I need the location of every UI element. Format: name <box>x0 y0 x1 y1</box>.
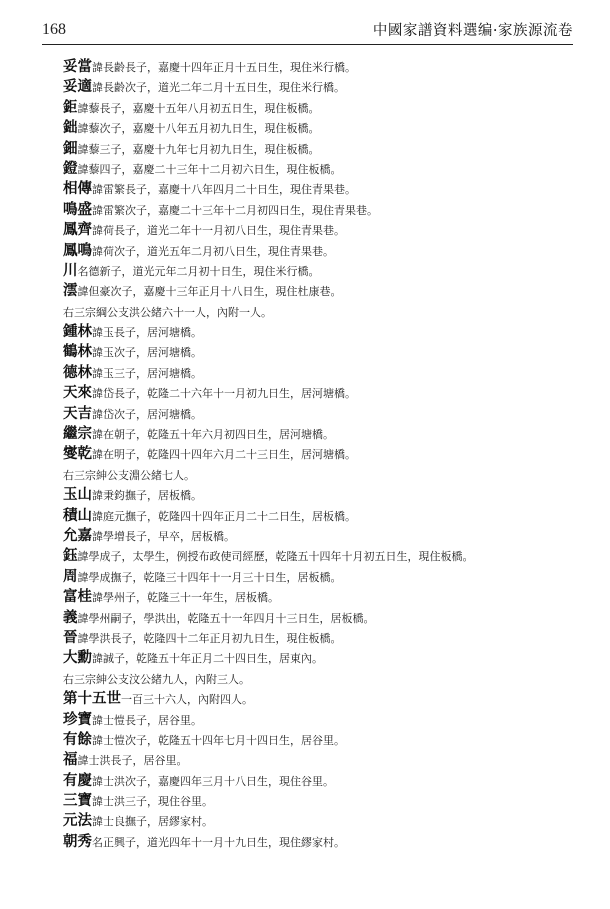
person-description: 諱在朝子，乾隆五十年六月初四日生，居河塘橋。 <box>92 428 334 442</box>
person-description: 名正興子，道光四年十一月十九日生，現住繆家村。 <box>92 835 345 849</box>
genealogy-entry <box>63 729 573 749</box>
person-name: 鉅 <box>63 98 78 116</box>
genealogy-entry <box>63 770 573 790</box>
person-description: 諱學成撫子，乾隆三十四年十一月三十日生，居板橋。 <box>77 570 342 584</box>
person-name: 鳳鳴 <box>63 241 92 259</box>
person-description: 諱士洪長子，居谷里。 <box>77 754 188 768</box>
person-description: 諱秉鈞撫子，居板橋。 <box>92 489 202 503</box>
person-description: 諱士愷次子，乾隆五十四年七月十四日生，居谷里。 <box>92 733 345 747</box>
genealogy-entry <box>63 443 573 463</box>
genealogy-entries <box>63 56 573 851</box>
person-name: 義 <box>63 608 78 626</box>
genealogy-entry <box>63 423 573 443</box>
running-title: 中國家譜資料選编·家族源流卷 <box>372 23 573 39</box>
genealogy-entry <box>63 138 573 158</box>
genealogy-entry <box>63 831 573 851</box>
person-description: 諱士良撫子，居繆家村。 <box>92 815 213 829</box>
person-description: 諱雷繁次子，嘉慶二十三年十二月初四日生，現住青果巷。 <box>92 203 378 217</box>
person-description: 諱學州子，乾隆三十一年生，居板橋。 <box>92 591 279 605</box>
person-description: 諱藜長子，嘉慶十五年八月初五日生，現住板橋。 <box>77 101 320 115</box>
person-name: 繼宗 <box>63 425 92 443</box>
genealogy-entry <box>63 566 573 586</box>
person-description: 諱但豪次子，嘉慶十三年正月十八日生，現住杜康巷。 <box>77 285 342 299</box>
person-name: 燮乾 <box>63 445 92 463</box>
person-description: 諱玉長子，居河塘橋。 <box>92 326 202 340</box>
person-name: 天吉 <box>63 404 92 422</box>
page-header <box>42 12 573 45</box>
person-name: 鳴盛 <box>63 200 92 218</box>
person-description: 諱庭元撫子，乾隆四十四年正月二十二日生，居板橋。 <box>92 509 356 523</box>
genealogy-entry <box>63 321 573 341</box>
genealogy-entry <box>63 199 573 219</box>
genealogy-entry <box>63 260 573 280</box>
person-description: 諱學洪長子，乾隆四十二年正月初九日生，現住板橋。 <box>77 631 342 645</box>
genealogy-entry <box>63 56 573 76</box>
person-description: 諱學州嗣子，學洪出，乾隆五十一年四月十三日生，居板橋。 <box>77 611 375 625</box>
person-name: 福 <box>63 751 78 769</box>
person-description: 諱岱長子，乾隆二十六年十一月初九日生，居河塘橋。 <box>92 387 356 401</box>
person-name: 玉山 <box>63 486 92 504</box>
summary-note <box>63 668 573 688</box>
person-description: 諱士洪次子，嘉慶四年三月十八日生，現住谷里。 <box>92 774 334 788</box>
summary-note-text: 右三宗紳公支淵公緒七人。 <box>63 468 195 482</box>
person-description: 諱學增長子，早卒，居板橋。 <box>92 529 235 543</box>
person-description: 諱玉次子，居河塘橋。 <box>92 346 202 360</box>
genealogy-entry <box>63 382 573 402</box>
person-name: 川 <box>63 261 78 279</box>
person-name: 澐 <box>63 282 78 300</box>
genealogy-entry <box>63 688 573 708</box>
genealogy-entry <box>63 97 573 117</box>
person-description: 諱藜四子，嘉慶二十三年十二月初六日生，現住板橋。 <box>77 162 342 176</box>
person-description: 諱藜次子，嘉慶十八年五月初九日生，現住板橋。 <box>77 122 320 136</box>
person-name: 富桂 <box>63 588 92 606</box>
person-description: 諱藜三子，嘉慶十九年七月初九日生，現住板橋。 <box>77 142 320 156</box>
genealogy-entry <box>63 525 573 545</box>
person-name: 元法 <box>63 812 92 830</box>
person-description: 一百三十六人，內附四人。 <box>121 693 253 707</box>
summary-note-text: 右三宗綱公支洪公緒六十一人，內附一人。 <box>63 305 272 319</box>
genealogy-entry <box>63 505 573 525</box>
genealogy-entry <box>63 484 573 504</box>
genealogy-entry <box>63 810 573 830</box>
person-name: 周 <box>63 567 78 585</box>
person-name: 珍寶 <box>63 710 92 728</box>
genealogy-entry <box>63 76 573 96</box>
genealogy-entry <box>63 240 573 260</box>
genealogy-entry <box>63 709 573 729</box>
genealogy-entry <box>63 586 573 606</box>
person-description: 諱在明子，乾隆四十四年六月二十三日生，居河塘橋。 <box>92 448 356 462</box>
person-name: 妥適 <box>63 78 92 96</box>
person-name: 相傳 <box>63 180 92 198</box>
person-description: 諱雷繁長子，嘉慶十八年四月二十日生，現住青果巷。 <box>92 183 356 197</box>
genealogy-entry <box>63 178 573 198</box>
person-description: 諱岱次子，居河塘橋。 <box>92 407 202 421</box>
genealogy-entry <box>63 403 573 423</box>
person-description: 諱荷長子，道光二年十一月初八日生，現住青果巷。 <box>92 224 345 238</box>
genealogy-entry <box>63 545 573 565</box>
person-name: 第十五世 <box>63 690 121 708</box>
person-name: 天來 <box>63 384 92 402</box>
person-name: 妥當 <box>63 58 92 75</box>
person-name: 鶴林 <box>63 343 92 361</box>
genealogy-entry <box>63 341 573 361</box>
person-name: 朝秀 <box>63 832 92 850</box>
person-description: 名德新子，道光元年二月初十日生，現住米行橋。 <box>77 264 320 278</box>
person-description: 諱長齡次子，道光二年二月十五日生，現住米行橋。 <box>92 81 345 95</box>
genealogy-entry <box>63 607 573 627</box>
page-number: 168 <box>42 21 66 38</box>
genealogy-entry <box>63 158 573 178</box>
person-name: 鈯 <box>63 119 78 137</box>
genealogy-entry <box>63 647 573 667</box>
genealogy-entry <box>63 280 573 300</box>
person-name: 鈺 <box>63 547 78 565</box>
summary-note-text: 右三宗紳公支汶公緒九人，內附三人。 <box>63 672 250 686</box>
person-description: 諱學成子，太學生，例授布政使司經歷，乾隆五十四年十月初五日生，現住板橋。 <box>77 550 474 564</box>
person-name: 鳳齊 <box>63 221 92 239</box>
person-name: 晉 <box>63 628 78 646</box>
person-description: 諱荷次子，道光五年二月初八日生，現住青果巷。 <box>92 244 334 258</box>
person-name: 鐙 <box>63 159 78 177</box>
person-name: 德林 <box>63 363 92 381</box>
genealogy-entry <box>63 219 573 239</box>
genealogy-entry <box>63 362 573 382</box>
summary-note <box>63 301 573 321</box>
genealogy-entry <box>63 790 573 810</box>
person-description: 諱玉三子，居河塘橋。 <box>92 366 202 380</box>
person-description: 諱士洪三子，現住谷里。 <box>92 795 213 809</box>
genealogy-entry <box>63 627 573 647</box>
person-name: 鍾林 <box>63 323 92 341</box>
person-description: 諱長齡長子，嘉慶十四年正月十五日生，現住米行橋。 <box>92 61 356 74</box>
summary-note <box>63 464 573 484</box>
person-name: 有餘 <box>63 730 92 748</box>
person-description: 諱誠子，乾隆五十年正月二十四日生，居東內。 <box>92 652 323 666</box>
genealogy-entry <box>63 117 573 137</box>
person-name: 大勳 <box>63 649 92 667</box>
person-name: 鈿 <box>63 139 78 157</box>
person-name: 三寶 <box>63 792 92 810</box>
genealogy-entry <box>63 749 573 769</box>
person-name: 有慶 <box>63 771 92 789</box>
person-name: 允嘉 <box>63 526 92 544</box>
person-description: 諱士愷長子，居谷里。 <box>92 713 202 727</box>
person-name: 積山 <box>63 506 92 524</box>
